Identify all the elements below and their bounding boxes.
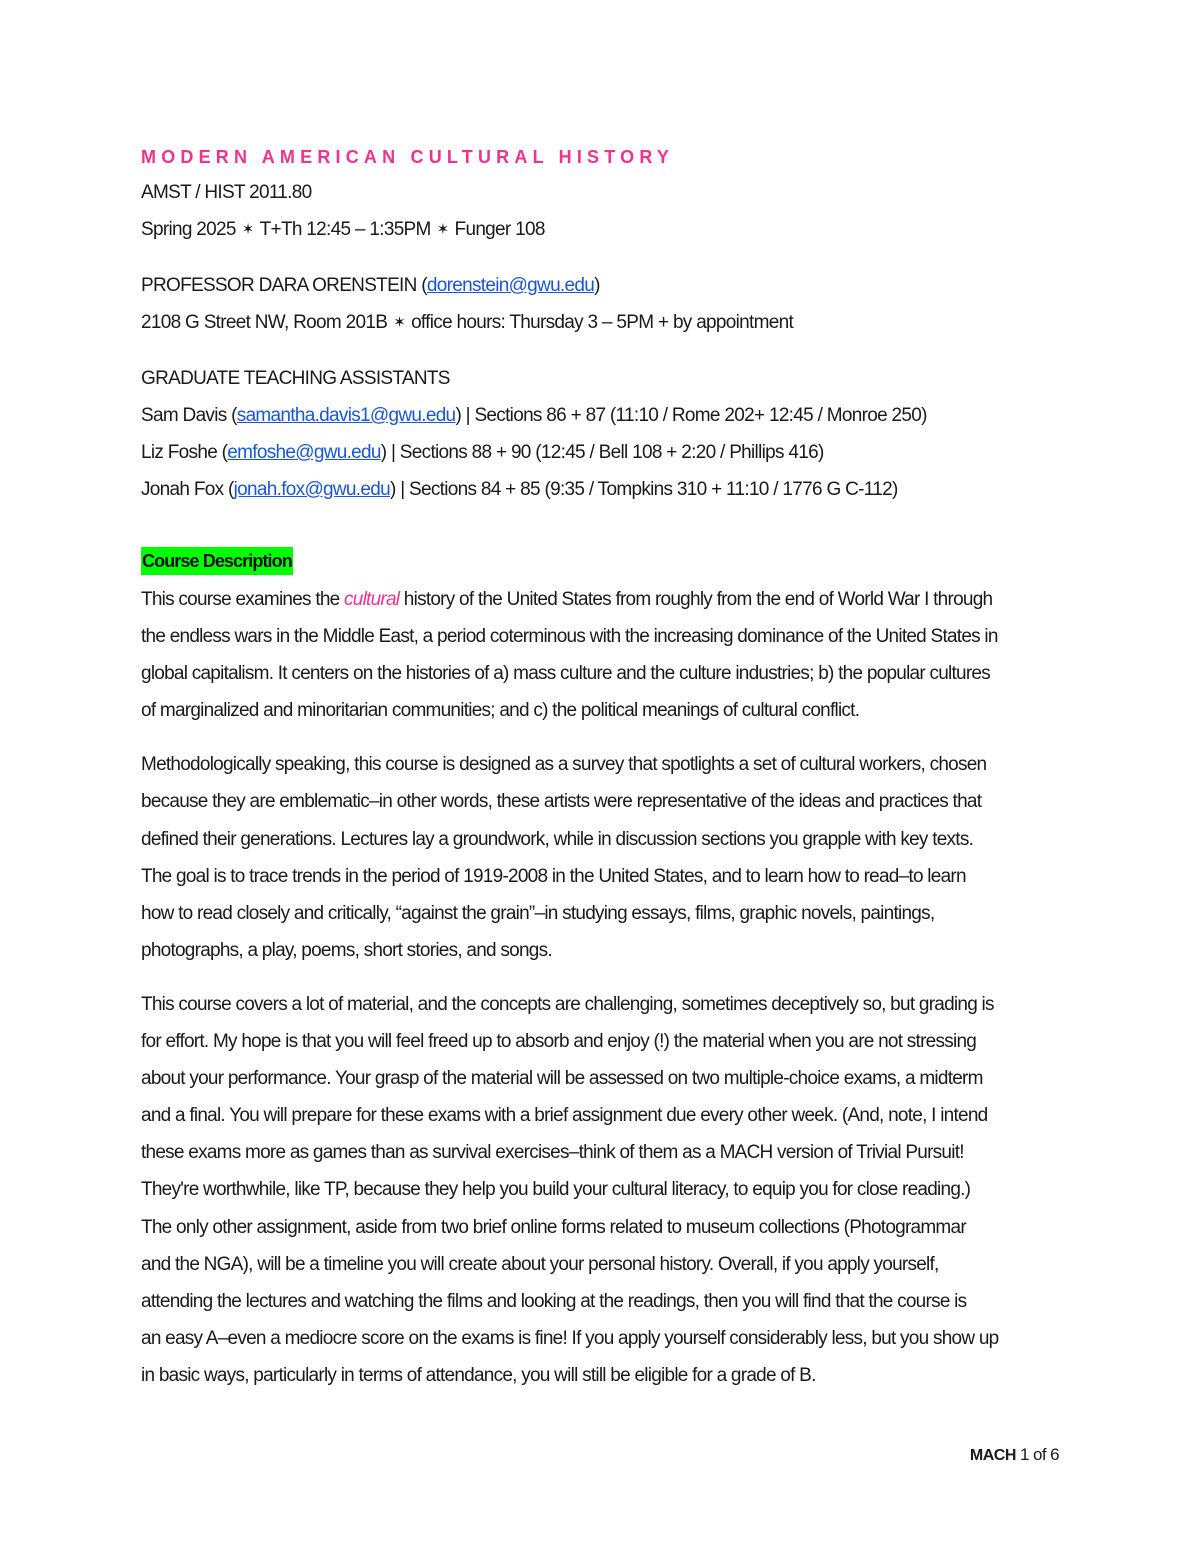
paragraph-line: attending the lectures and watching the films and looking at the readings, then you will find that the course is xyxy=(141,1290,967,1312)
page-total: 6 xyxy=(1050,1445,1059,1464)
paragraph-line: and the NGA), will be a timeline you will create about your personal history. Overall, if you apply yourself, xyxy=(141,1253,939,1275)
page-number: 1 xyxy=(1020,1445,1029,1464)
paragraph-line: of marginalized and minoritarian communities; and c) the political meanings of cultural conflict. xyxy=(141,700,860,722)
ta-line xyxy=(141,397,1066,434)
page-of: of xyxy=(1033,1445,1047,1464)
paragraph-line: The only other assignment, aside from two brief online forms related to museum collections (Photogrammar xyxy=(141,1216,966,1238)
paragraph-line: because they are emblematic–in other words, these artists were representative of the ideas and practices that xyxy=(141,791,982,813)
star-separator-icon: ✶ xyxy=(241,221,254,238)
section-heading-wrap xyxy=(141,544,1066,581)
paragraph-line: the endless wars in the Middle East, a period coterminous with the increasing dominance of the United States in xyxy=(141,626,998,648)
paragraph-line: This course covers a lot of material, and the concepts are challenging, sometimes deceptively so, but grading is xyxy=(141,993,994,1015)
paragraph-line: for effort. My hope is that you will feel freed up to absorb and enjoy (!) the material when you are not stressing xyxy=(141,1031,977,1053)
course-code: AMST / HIST 2011.80 xyxy=(141,182,312,203)
course-title: MODERN AMERICAN CULTURAL HISTORY xyxy=(141,147,675,167)
class-time: T+Th 12:45 – 1:35PM xyxy=(259,219,431,240)
ta-sections: ) | Sections 88 + 90 (12:45 / Bell 108 + 2:20 / Phillips 416) xyxy=(380,442,824,463)
star-separator-icon: ✶ xyxy=(393,314,406,331)
ta-email-link[interactable]: jonah.fox@gwu.edu xyxy=(233,479,390,500)
office-address: 2108 G Street NW, Room 201B xyxy=(141,312,388,333)
footer-label: MACH xyxy=(969,1447,1016,1464)
page-footer xyxy=(970,1441,1059,1470)
ta-email-link[interactable]: samantha.davis1@gwu.edu xyxy=(236,405,456,426)
paragraph-line: how to read closely and critically, “against the grain”–in studying essays, films, graphic novels, paintings, xyxy=(141,902,935,924)
paragraph-line: about your performance. Your grasp of the material will be assessed on two multiple-choice exams, a midterm xyxy=(141,1068,983,1090)
ta-line xyxy=(141,434,1066,471)
emphasis-cultural: cultural xyxy=(344,589,400,610)
page-content xyxy=(141,140,1066,1394)
professor-name: PROFESSOR DARA ORENSTEIN ( xyxy=(141,275,427,296)
paragraph-line: photographs, a play, poems, short stories, and songs. xyxy=(141,939,552,961)
paragraph-line: global capitalism. It centers on the histories of a) mass culture and the culture industries; b) the popular cultures xyxy=(141,663,991,685)
ta-name: Jonah Fox ( xyxy=(141,479,234,500)
section-heading: Course Description xyxy=(141,547,293,575)
paragraph-line: these exams more as games than as survival exercises–think of them as a MACH version of Trivial Pursuit! xyxy=(141,1142,964,1164)
paragraph-line: This course examines the cultural history of the United States from roughly from the end of World War I through xyxy=(141,589,993,610)
description-paragraph-1 xyxy=(141,581,1066,729)
paragraph-line: They're worthwhile, like TP, because they help you build your cultural literacy, to equip you for close reading.) xyxy=(141,1179,971,1201)
term: Spring 2025 xyxy=(141,219,236,240)
course-schedule xyxy=(141,211,1066,248)
ta-name: Sam Davis ( xyxy=(141,405,237,426)
ta-email-link[interactable]: emfoshe@gwu.edu xyxy=(227,442,381,463)
class-room: Funger 108 xyxy=(454,219,545,240)
professor-email-link[interactable]: dorenstein@gwu.edu xyxy=(426,275,595,296)
paragraph-line: defined their generations. Lectures lay a groundwork, while in discussion sections you grapple with key texts. xyxy=(141,828,974,850)
paragraph-line: The goal is to trace trends in the period of 1919-2008 in the United States, and to learn how to read–to learn xyxy=(141,865,966,887)
ta-sections: ) | Sections 86 + 87 (11:10 / Rome 202+ 12:45 / Monroe 250) xyxy=(455,405,927,426)
description-paragraph-3 xyxy=(141,986,1066,1394)
office-hours: office hours: Thursday 3 – 5PM + by appointment xyxy=(411,312,794,333)
ta-name: Liz Foshe ( xyxy=(141,442,228,463)
star-separator-icon: ✶ xyxy=(436,221,449,238)
ta-sections: ) | Sections 84 + 85 (9:35 / Tompkins 310 + 11:10 / 1776 G C-112) xyxy=(389,479,898,500)
ta-heading: GRADUATE TEACHING ASSISTANTS xyxy=(141,368,450,389)
paragraph-line: Methodologically speaking, this course is designed as a survey that spotlights a set of cultural workers, chosen xyxy=(141,754,987,776)
professor-line: PROFESSOR DARA ORENSTEIN (dorenstein@gwu.edu) xyxy=(141,275,600,296)
paragraph-line: an easy A–even a mediocre score on the exams is fine! If you apply yourself considerably less, but you show up xyxy=(141,1327,999,1349)
description-paragraph-2 xyxy=(141,746,1066,969)
paragraph-line: and a final. You will prepare for these exams with a brief assignment due every other week. (And, note, I intend xyxy=(141,1105,988,1127)
paragraph-line: in basic ways, particularly in terms of attendance, you will still be eligible for a grade of B. xyxy=(141,1364,816,1386)
ta-line xyxy=(141,471,1066,508)
office-line xyxy=(141,304,1066,341)
